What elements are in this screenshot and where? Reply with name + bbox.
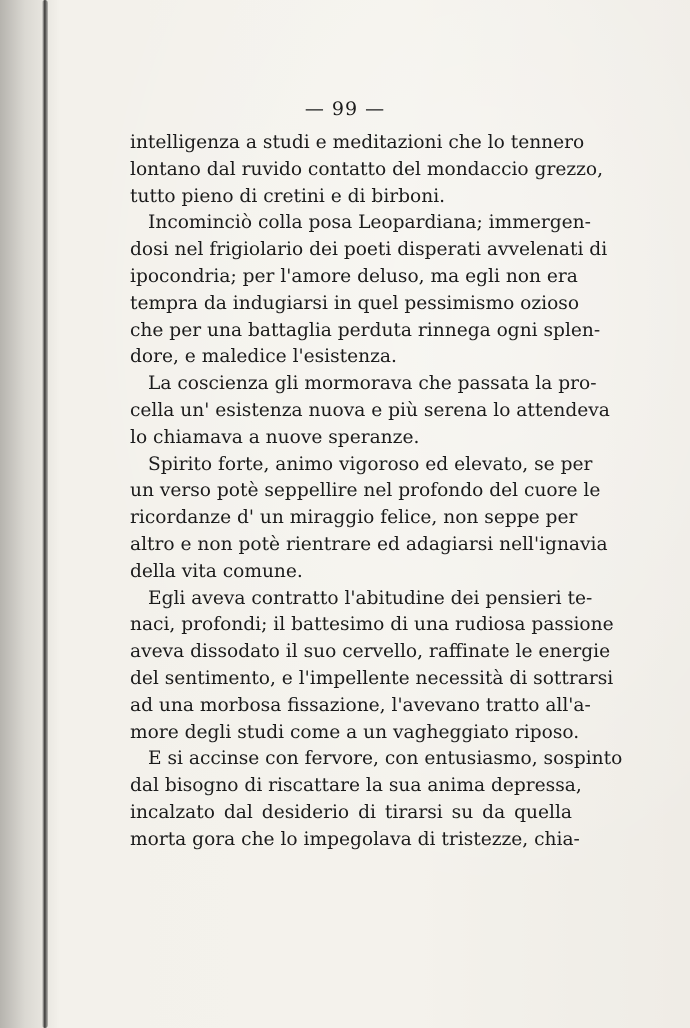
text-line: ricordanze d' un miraggio felice, non seppe per	[130, 507, 578, 529]
text-line: altro e non potè rientrare ed adagiarsi nell'ignavia	[130, 533, 608, 555]
text-line: dal bisogno di riscattare la sua anima depressa,	[130, 775, 582, 797]
text-line: incalzato dal desiderio di tirarsi su da quella	[130, 801, 572, 823]
page-number: — 99 —	[304, 98, 386, 120]
text-line: more degli studi come a un vagheggiato riposo.	[130, 721, 580, 743]
text-line: del sentimento, e l'impellente necessità di sottrarsi	[130, 667, 614, 689]
text-line: che per una battaglia perduta rinnega ogni splen-	[130, 319, 601, 341]
text-line: un verso potè seppellire nel profondo del cuore le	[130, 480, 601, 502]
binding-edge	[42, 0, 48, 1028]
text-line: lo chiamava a nuove speranze.	[130, 426, 420, 448]
text-line: ipocondria; per l'amore deluso, ma egli non era	[130, 265, 578, 287]
text-line: dore, e maledice l'esistenza.	[130, 346, 397, 368]
text-line: della vita comune.	[130, 560, 303, 582]
body-text	[130, 130, 623, 854]
text-line: morta gora che lo impegolava di tristezze, chia-	[130, 828, 580, 850]
text-line: E si accinse con fervore, con entusiasmo, sospinto	[148, 748, 623, 770]
text-line: lontano dal ruvido contatto del mondaccio grezzo,	[130, 158, 604, 180]
text-line: tempra da indugiarsi in quel pessimismo ozioso	[130, 292, 580, 314]
text-line: Egli aveva contratto l'abitudine dei pensieri te-	[148, 587, 593, 609]
gutter-shadow	[0, 0, 60, 1028]
text-line: Incominciò colla posa Leopardiana; immergen-	[148, 212, 591, 234]
text-line: Spirito forte, animo vigoroso ed elevato, se per	[148, 453, 593, 475]
text-line: La coscienza gli mormorava che passata la pro-	[148, 373, 597, 395]
text-line: aveva dissodato il suo cervello, raffinate le energie	[130, 641, 611, 663]
text-line: ad una morbosa fissazione, l'avevano tratto all'a-	[130, 694, 591, 716]
text-line: naci, profondi; il battesimo di una rudiosa passione	[130, 614, 614, 636]
text-line: dosi nel frigiolario dei poeti disperati avvelenati di	[130, 239, 608, 261]
text-line: cella un' esistenza nuova e più serena lo attendeva	[130, 399, 610, 421]
text-line: intelligenza a studi e meditazioni che lo tennero	[130, 132, 585, 153]
text-line: tutto pieno di cretini e di birboni.	[130, 185, 446, 207]
